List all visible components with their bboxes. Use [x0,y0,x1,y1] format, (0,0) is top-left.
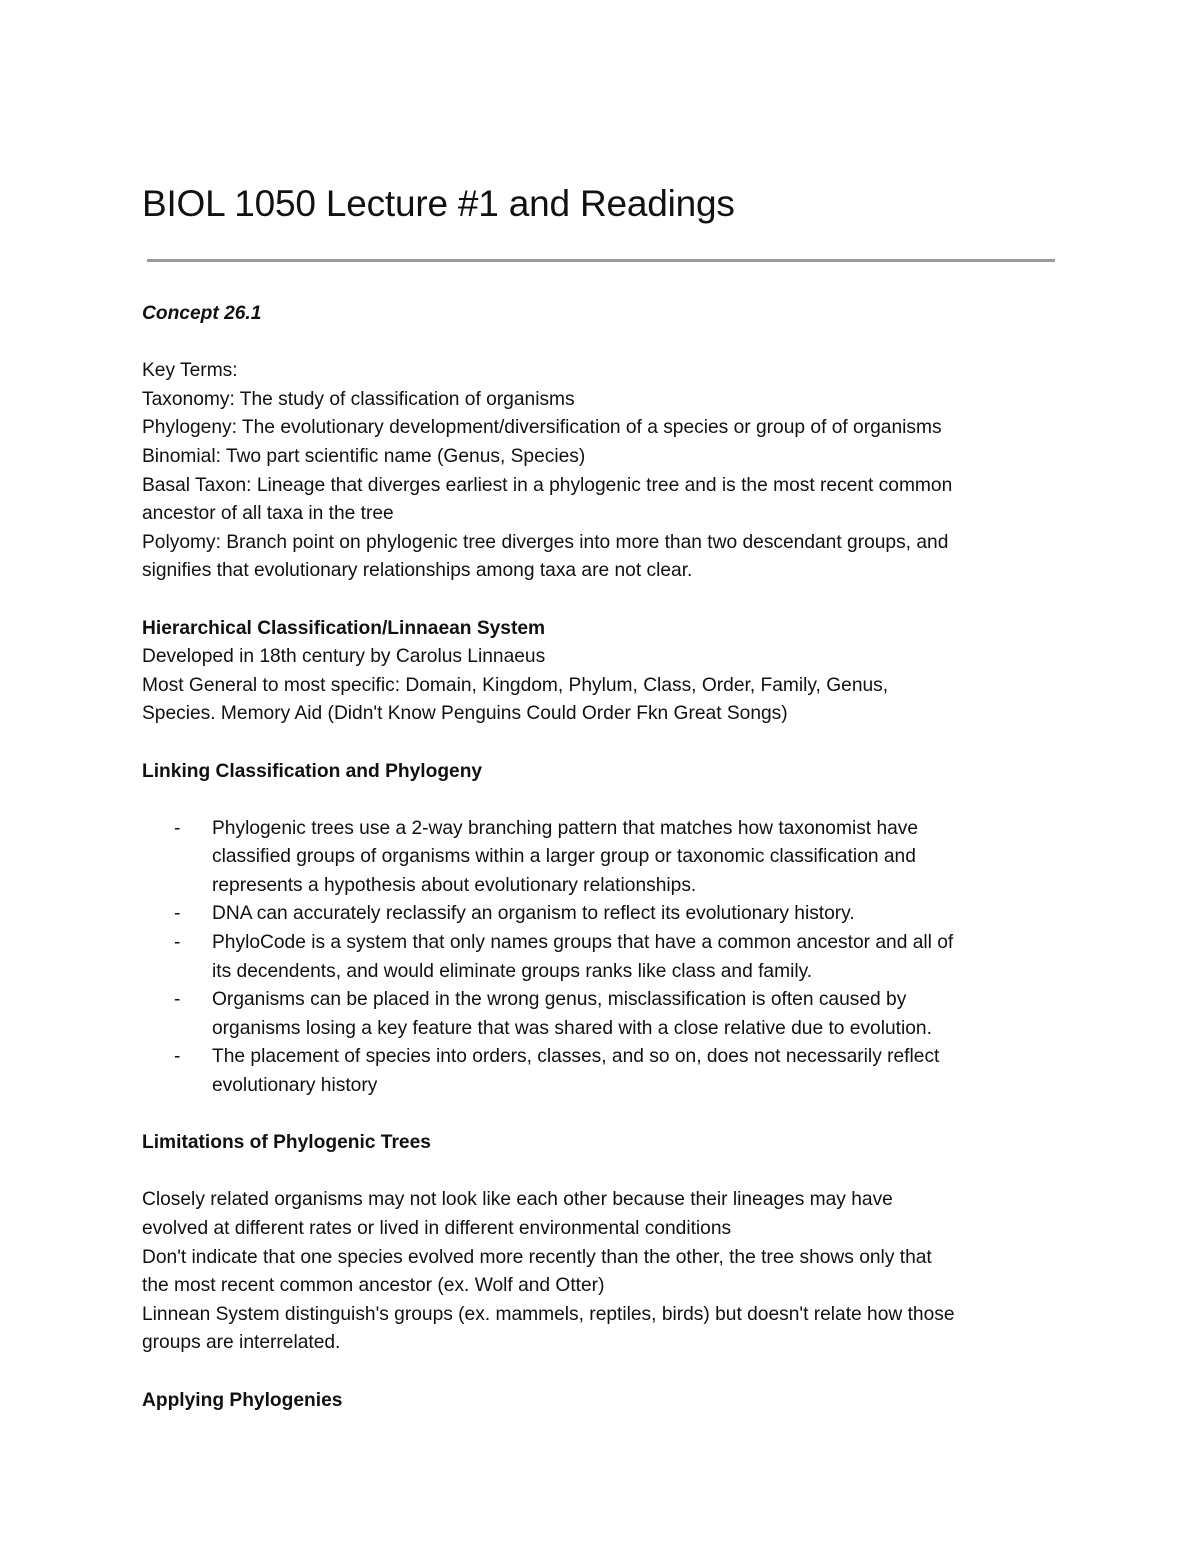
limitations-section [142,1129,1062,1358]
list-item [142,986,1062,1043]
applying-section [142,1387,1062,1416]
paragraph-line: Don't indicate that one species evolved more recently than the other, the tree shows only that [142,1246,932,1268]
section-heading-applying: Applying Phylogenies [142,1389,343,1411]
list-item [142,900,1062,929]
list-item-line: organisms losing a key feature that was shared with a close relative due to evolution. [212,1017,932,1039]
list-item-line: PhyloCode is a system that only names groups that have a common ancestor and all of [212,932,954,954]
dash-bullet: - [174,932,181,954]
horizontal-rule [147,259,1055,262]
list-item-line: its decendents, and would eliminate groups ranks like class and family. [212,960,813,982]
key-term-line: Phylogeny: The evolutionary development/diversification of a species or group of of organisms [142,417,942,439]
concept-heading: Concept 26.1 [142,303,262,324]
list-item-line: classified groups of organisms within a larger group or taxonomic classification and [212,846,916,868]
list-item-line: Phylogenic trees use a 2-way branching pattern that matches how taxonomist have [212,817,919,839]
dash-bullet: - [174,817,181,839]
paragraph-line: Species. Memory Aid (Didn't Know Penguins Could Order Fkn Great Songs) [142,703,788,725]
linking-section [142,758,1062,1101]
section-heading-limitations: Limitations of Phylogenic Trees [142,1132,431,1154]
paragraph-line: Developed in 18th century by Carolus Linnaeus [142,646,546,668]
key-term-line: Basal Taxon: Lineage that diverges earliest in a phylogenic tree and is the most recent common [142,474,953,496]
key-term-line: Taxonomy: The study of classification of organisms [142,388,575,410]
bullet-list [142,815,1062,1101]
paragraph-line: groups are interrelated. [142,1332,341,1354]
key-terms-label: Key Terms: [142,360,238,382]
document-body [142,300,1062,1415]
list-item [142,929,1062,986]
hierarchical-section [142,615,1062,729]
section-heading-hierarchical: Hierarchical Classification/Linnaean System [142,617,546,639]
dash-bullet: - [174,989,181,1011]
key-term-line: ancestor of all taxa in the tree [142,503,394,525]
dash-bullet: - [174,903,181,925]
section-heading-linking: Linking Classification and Phylogeny [142,760,483,782]
list-item-line: The placement of species into orders, classes, and so on, does not necessarily reflect [212,1046,940,1068]
key-term-line: Binomial: Two part scientific name (Genus, Species) [142,445,586,467]
paragraph-line: the most recent common ancestor (ex. Wolf and Otter) [142,1275,605,1297]
key-terms-section [142,357,1062,586]
paragraph-line: Linnean System distinguish's groups (ex. mammels, reptiles, birds) but doesn't relate how those [142,1303,955,1325]
list-item [142,815,1062,901]
document-title: BIOL 1050 Lecture #1 and Readings [142,183,735,224]
paragraph-line: Closely related organisms may not look like each other because their lineages may have [142,1189,893,1211]
list-item [142,1043,1062,1100]
key-term-line: signifies that evolutionary relationships among taxa are not clear. [142,560,693,582]
paragraph-line: evolved at different rates or lived in different environmental conditions [142,1218,732,1239]
key-term-line: Polyomy: Branch point on phylogenic tree diverges into more than two descendant groups, and [142,531,949,553]
list-item-line: Organisms can be placed in the wrong genus, misclassification is often caused by [212,989,907,1011]
list-item-line: DNA can accurately reclassify an organism to reflect its evolutionary history. [212,903,855,925]
dash-bullet: - [174,1046,181,1068]
list-item-line: evolutionary history [212,1075,378,1097]
list-item-line: represents a hypothesis about evolutionary relationships. [212,874,697,896]
paragraph-line: Most General to most specific: Domain, Kingdom, Phylum, Class, Order, Family, Genus, [142,674,889,696]
